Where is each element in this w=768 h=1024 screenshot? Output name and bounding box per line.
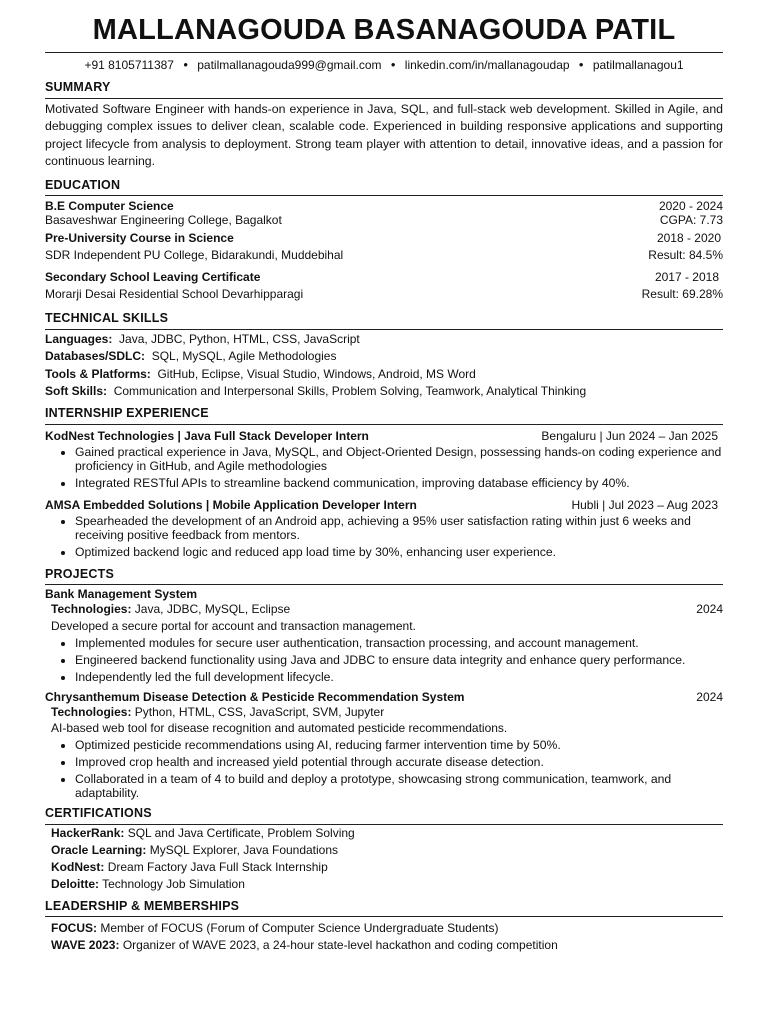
list-item: • Gained practical experience in Java, MySQL, and Object-Oriented Design, possessing hands-on coding experience and proficiency in GitHub, and Agile methodologies	[75, 445, 723, 473]
contact-bar	[45, 53, 723, 75]
skill-label: Languages:	[45, 331, 113, 346]
job-meta: Bengaluru | Jun 2024 – Jan 2025	[541, 428, 718, 443]
tech-label: Technologies:	[51, 705, 132, 720]
education-heading: EDUCATION	[45, 178, 723, 197]
skills-list	[45, 331, 723, 401]
project-year: 2024	[696, 690, 723, 705]
cert-value: MySQL Explorer, Java Foundations	[149, 842, 339, 857]
school: Basaveshwar Engineering College, Bagalkot	[45, 213, 282, 228]
list-item: • Optimized backend logic and reduced app load time by 30%, enhancing user experience.	[75, 545, 723, 559]
leadership-value: Member of FOCUS (Forum of Computer Science Undergraduate Students)	[100, 921, 499, 936]
skill-row	[45, 366, 723, 384]
cert-row	[45, 842, 723, 859]
summary-text: Motivated Software Engineer with hands-on experience in Java, SQL, and full-stack web development. Skilled in Agile, and debugging complex issues to deliver clean, scalable code. Experienced in building responsive applications and supporting project lifecycle from analysis to deployment. Strong team player with attention to detail, innovative ideas, and a passion for continuous learning.	[45, 101, 723, 169]
leadership-value: Organizer of WAVE 2023, a 24-hour state-level hackathon and coding competition	[122, 938, 558, 953]
project-bullets	[45, 738, 723, 800]
cert-value: Technology Job Simulation	[102, 876, 245, 891]
degree: B.E Computer Science	[45, 199, 174, 214]
project-year: 2024	[696, 602, 723, 617]
skill-row	[45, 348, 723, 366]
cert-issuer: KodNest:	[51, 859, 105, 874]
project-name: Chrysanthemum Disease Detection & Pesticide Recommendation System	[45, 690, 465, 705]
list-item: • Integrated RESTful APIs to streamline backend communication, improving database efficiency by 40%.	[75, 476, 723, 490]
tech-list: Java, JDBC, MySQL, Eclipse	[134, 602, 291, 617]
leadership-list	[45, 920, 723, 954]
leadership-label: FOCUS:	[51, 921, 97, 936]
job-bullets	[45, 514, 723, 559]
skill-label: Soft Skills:	[45, 384, 108, 399]
education-item	[45, 269, 723, 303]
leadership-label: WAVE 2023:	[51, 938, 120, 953]
project-name: Bank Management System	[45, 587, 198, 602]
list-item: • Spearheaded the development of an Android app, achieving a 95% user satisfaction rating within just 6 weeks and receiving positive feedback from mentors.	[75, 514, 723, 542]
education-item	[45, 230, 723, 264]
list-item: • Independently led the full development lifecycle.	[75, 670, 723, 684]
list-item: • Optimized pesticide recommendations using AI, reducing farmer intervention time by 50%.	[75, 738, 723, 752]
degree: Secondary School Leaving Certificate	[45, 270, 261, 285]
job-title: KodNest Technologies | Java Full Stack Developer Intern	[45, 428, 369, 443]
score: CGPA: 7.73	[659, 213, 723, 228]
education-item	[45, 199, 723, 227]
list-item: • Engineered backend functionality using Java and JDBC to ensure data integrity and enhance query performance.	[75, 653, 723, 667]
cert-row	[45, 859, 723, 876]
cert-issuer: Deloitte:	[51, 876, 99, 891]
resume-page	[45, 0, 723, 954]
job-meta: Hubli | Jul 2023 – Aug 2023	[571, 497, 718, 512]
project-bullets	[45, 636, 723, 684]
degree-years: 2020 - 2024	[658, 199, 723, 214]
cert-row	[45, 825, 723, 842]
skill-row	[45, 383, 723, 401]
skill-value: Java, JDBC, Python, HTML, CSS, JavaScript	[119, 331, 360, 346]
skill-value: SQL, MySQL, Agile Methodologies	[151, 349, 337, 364]
skill-label: Databases/SDLC:	[45, 349, 146, 364]
skill-value: GitHub, Eclipse, Visual Studio, Windows, Android, MS Word	[157, 366, 476, 381]
school: Morarji Desai Residential School Devarhipparagi	[45, 287, 304, 302]
degree-years: 2018 - 2020	[656, 231, 721, 246]
tech-label: Technologies:	[51, 602, 132, 617]
skills-heading: TECHNICAL SKILLS	[45, 311, 723, 330]
tech-list: Python, HTML, CSS, JavaScript, SVM, Jupyter	[134, 705, 385, 720]
projects-heading: PROJECTS	[45, 567, 723, 586]
list-item: • Implemented modules for secure user authentication, transaction processing, and account management.	[75, 636, 723, 650]
project-description: AI-based web tool for disease recognition and automated pesticide recommendations.	[51, 721, 508, 736]
bullet-separator: •	[183, 57, 188, 72]
certifications-list	[45, 825, 723, 893]
cert-issuer: HackerRank:	[51, 825, 125, 840]
cert-value: Dream Factory Java Full Stack Internship	[107, 859, 328, 874]
email-link[interactable]: patilmallanagouda999@gmail.com	[197, 58, 382, 72]
degree: Pre-University Course in Science	[45, 231, 234, 246]
score: Result: 69.28%	[641, 287, 723, 302]
leadership-row	[45, 920, 723, 937]
project-description: Developed a secure portal for account and transaction management.	[51, 619, 416, 634]
list-item: • Improved crop health and increased yield potential through accurate disease detection.	[75, 755, 723, 769]
linkedin-link[interactable]: linkedin.com/in/mallanagoudap	[404, 58, 570, 72]
experience-heading: INTERNSHIP EXPERIENCE	[45, 406, 723, 425]
phone-number: +91 8105711387	[84, 58, 174, 72]
skill-value: Communication and Interpersonal Skills, Problem Solving, Teamwork, Analytical Thinking	[113, 384, 587, 399]
cert-row	[45, 876, 723, 893]
cert-value: SQL and Java Certificate, Problem Solving	[127, 825, 355, 840]
candidate-name: MALLANAGOUDA BASANAGOUDA PATIL	[92, 14, 676, 46]
project-entry	[45, 690, 723, 800]
job-entry	[45, 429, 723, 490]
job-entry	[45, 498, 723, 559]
school: SDR Independent PU College, Bidarakundi, Muddebihal	[45, 248, 344, 263]
cert-issuer: Oracle Learning:	[51, 842, 147, 857]
skill-label: Tools & Platforms:	[45, 366, 151, 381]
job-bullets	[45, 445, 723, 490]
list-item: • Collaborated in a team of 4 to build and deploy a prototype, showcasing strong communication, teamwork, and adaptability.	[75, 772, 723, 800]
project-entry	[45, 587, 723, 684]
bullet-separator: •	[578, 57, 584, 72]
skill-row	[45, 331, 723, 349]
github-link[interactable]: patilmallanagou1	[592, 58, 684, 72]
score: Result: 84.5%	[648, 248, 723, 263]
summary-heading: SUMMARY	[45, 80, 723, 99]
job-title: AMSA Embedded Solutions | Mobile Application Developer Intern	[45, 497, 417, 512]
degree-years: 2017 - 2018	[654, 270, 719, 285]
bullet-separator: •	[390, 57, 396, 72]
leadership-heading: LEADERSHIP & MEMBERSHIPS	[45, 899, 723, 918]
leadership-row	[45, 937, 723, 954]
certifications-heading: CERTIFICATIONS	[45, 806, 723, 825]
